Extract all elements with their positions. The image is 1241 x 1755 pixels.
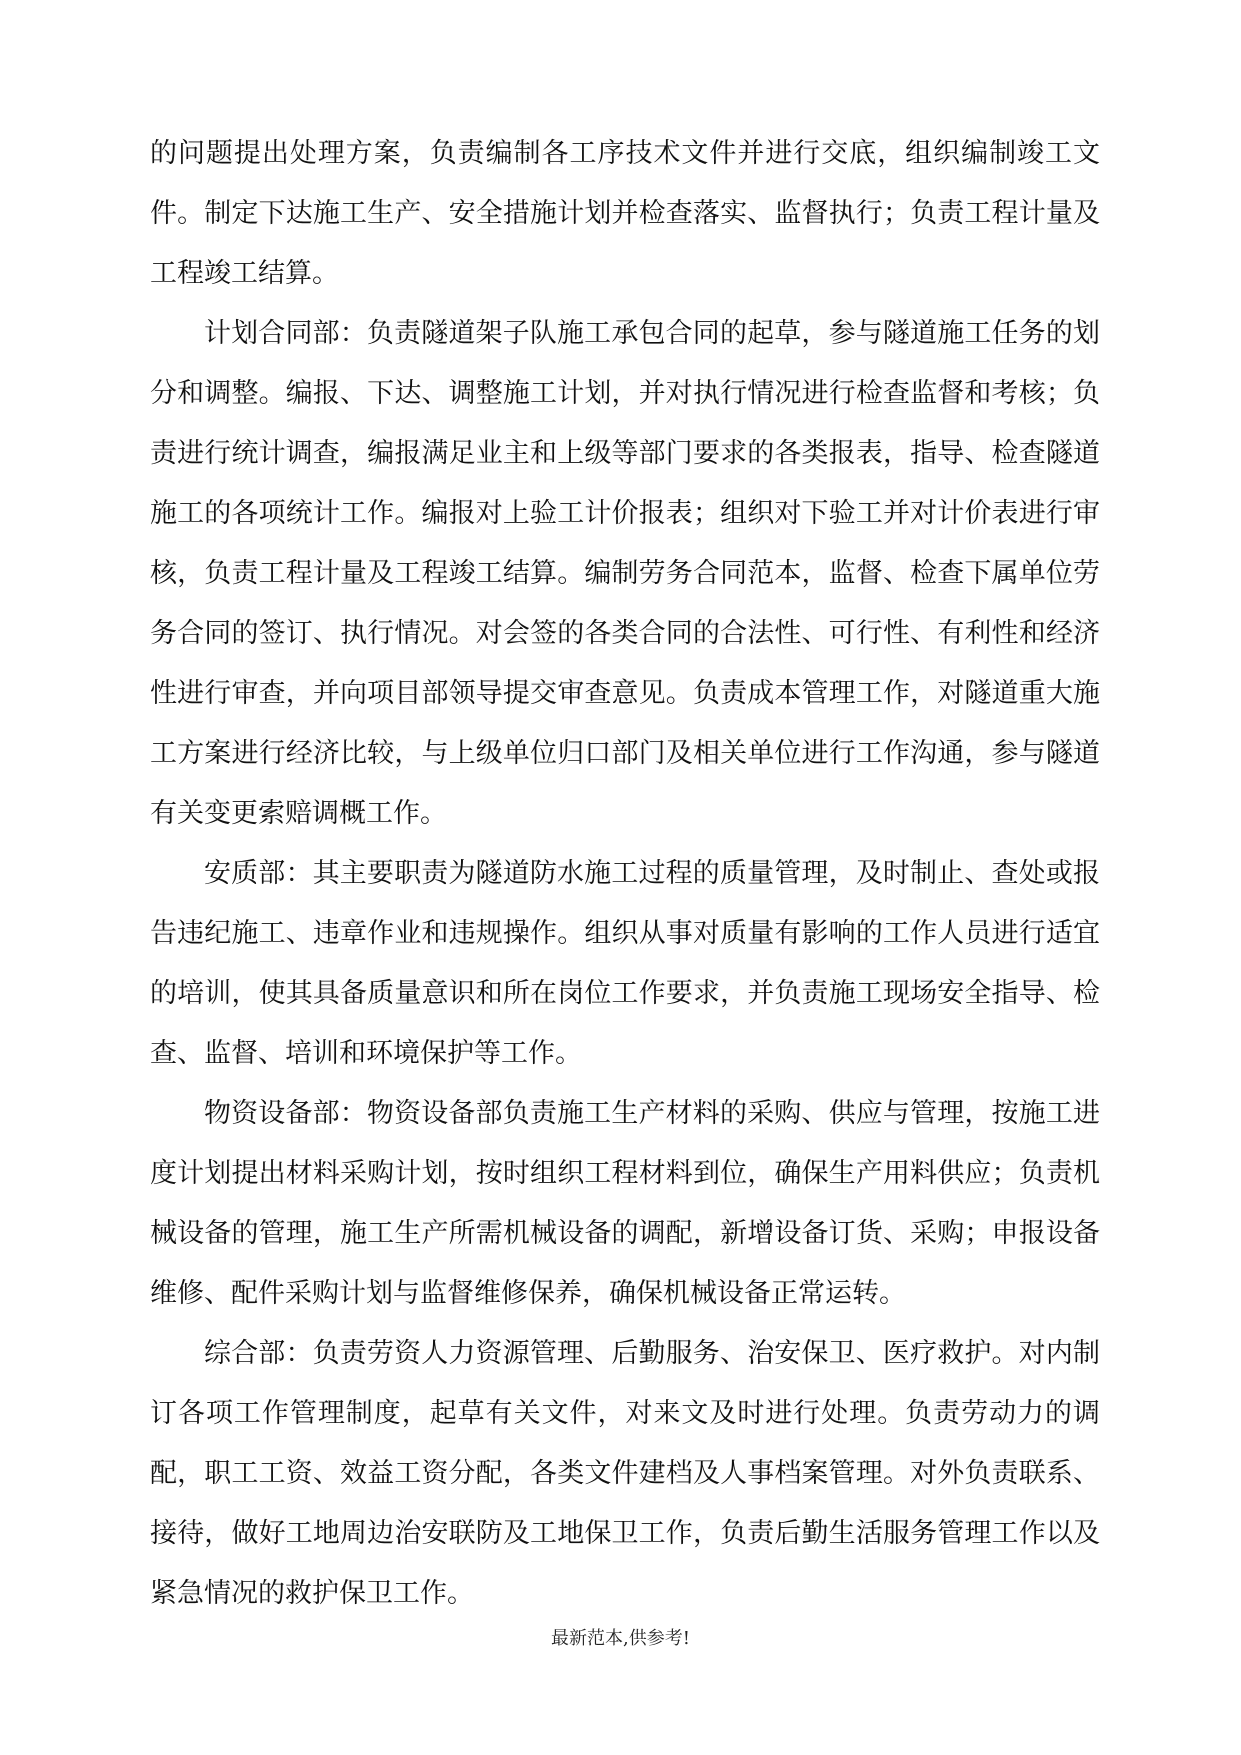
document-body bbox=[150, 124, 1100, 1624]
page-footer: 最新范本,供参考! bbox=[551, 1628, 690, 1649]
paragraph-planning-contract-dept: 计划合同部：负责隧道架子队施工承包合同的起草，参与隧道施工任务的划分和调整。编报、下达、调整施工计划，并对执行情况进行检查监督和考核；负责进行统计调查，编报满足业主和上级等部门要求的各类报表，指导、检查隧道施工的各项统计工作。编报对上验工计价报表；组织对下验工并对计价表进行审核，负责工程计量及工程竣工结算。编制劳务合同范本，监督、检查下属单位劳务合同的签订、执行情况。对会签的各类合同的合法性、可行性、有利性和经济性进行审查，并向项目部领导提交审查意见。负责成本管理工作，对隧道重大施工方案进行经济比较，与上级单位归口部门及相关单位进行工作沟通，参与隧道有关变更索赔调概工作。 bbox=[150, 318, 1100, 829]
paragraph-engineering-continued: 的问题提出处理方案，负责编制各工序技术文件并进行交底，组织编制竣工文件。制定下达施工生产、安全措施计划并检查落实、监督执行；负责工程计量及工程竣工结算。 bbox=[150, 138, 1100, 289]
paragraph-general-affairs-dept: 综合部：负责劳资人力资源管理、后勤服务、治安保卫、医疗救护。对内制订各项工作管理制度，起草有关文件，对来文及时进行处理。负责劳动力的调配，职工工资、效益工资分配，各类文件建档及人事档案管理。对外负责联系、接待，做好工地周边治安联防及工地保卫工作，负责后勤生活服务管理工作以及紧急情况的救护保卫工作。 bbox=[150, 1338, 1100, 1609]
paragraph-materials-equipment-dept: 物资设备部：物资设备部负责施工生产材料的采购、供应与管理，按施工进度计划提出材料采购计划，按时组织工程材料到位，确保生产用料供应；负责机械设备的管理，施工生产所需机械设备的调配，新增设备订货、采购；申报设备维修、配件采购计划与监督维修保养，确保机械设备正常运转。 bbox=[150, 1098, 1100, 1309]
paragraph-safety-quality-dept: 安质部：其主要职责为隧道防水施工过程的质量管理，及时制止、查处或报告违纪施工、违章作业和违规操作。组织从事对质量有影响的工作人员进行适宜的培训，使其具备质量意识和所在岗位工作要求，并负责施工现场安全指导、检查、监督、培训和环境保护等工作。 bbox=[150, 858, 1100, 1069]
